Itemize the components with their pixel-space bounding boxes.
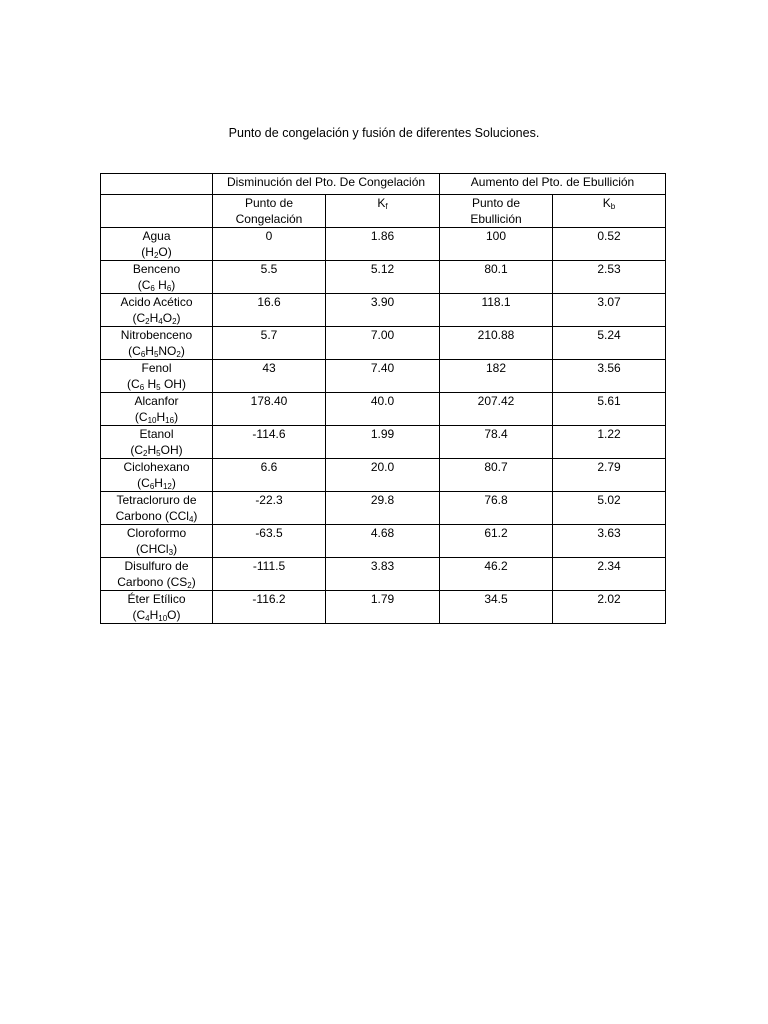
table-row	[101, 492, 666, 525]
formula-subscript: 5	[156, 449, 161, 458]
formula-text: )	[180, 344, 185, 358]
formula-subscript: 5	[156, 383, 161, 392]
kb-cell: 3.63	[553, 525, 666, 558]
empty-subheader-cell	[101, 195, 213, 228]
substance-name: Alcanfor	[134, 394, 179, 408]
formula-text: H	[154, 476, 163, 490]
substance-cell	[101, 492, 213, 525]
substance-formula	[104, 574, 209, 590]
kf-cell: 5.12	[326, 261, 440, 294]
formula-text: )	[171, 278, 176, 292]
boiling-point-cell: 76.8	[440, 492, 553, 525]
formula-text: OH)	[160, 377, 186, 391]
substance-name: Acido Acético	[120, 295, 193, 309]
formula-subscript: 5	[153, 350, 159, 359]
formula-text: (C	[132, 608, 146, 622]
freezing-point-cell: -114.6	[213, 426, 326, 459]
formula-text: (C	[132, 311, 146, 325]
substance-formula	[104, 343, 209, 359]
freezing-point-cell: -116.2	[213, 591, 326, 624]
freezing-point-cell: 43	[213, 360, 326, 393]
substance-name: Nitrobenceno	[120, 328, 193, 342]
table-row	[101, 426, 666, 459]
substance-cell	[101, 459, 213, 492]
kf-cell: 29.8	[326, 492, 440, 525]
table-row	[101, 591, 666, 624]
kb-cell: 2.02	[553, 591, 666, 624]
kb-cell: 3.56	[553, 360, 666, 393]
kf-cell: 1.86	[326, 228, 440, 261]
freezing-point-header-line2: Congelación	[235, 212, 303, 226]
formula-text: H	[156, 410, 166, 424]
table-row	[101, 327, 666, 360]
formula-subscript: 6	[150, 284, 155, 293]
formula-subscript: 2	[153, 251, 159, 260]
formula-subscript: 6	[149, 482, 155, 491]
kb-cell: 2.79	[553, 459, 666, 492]
formula-subscript: 6	[139, 383, 145, 392]
boiling-point-cell: 61.2	[440, 525, 553, 558]
substance-cell	[101, 261, 213, 294]
kb-cell: 3.07	[553, 294, 666, 327]
freezing-point-cell: 16.6	[213, 294, 326, 327]
formula-text: (C	[127, 377, 140, 391]
substance-formula	[104, 409, 209, 425]
formula-text: )	[176, 311, 181, 325]
formula-subscript: 16	[165, 416, 175, 425]
kf-cell: 4.68	[326, 525, 440, 558]
freezing-point-cell: 5.5	[213, 261, 326, 294]
formula-subscript: 2	[176, 350, 181, 359]
kb-header	[553, 195, 666, 228]
kb-cell: 0.52	[553, 228, 666, 261]
freezing-point-cell: -22.3	[213, 492, 326, 525]
substance-cell	[101, 558, 213, 591]
kf-header-sub: f	[385, 202, 388, 211]
formula-subscript: 6	[140, 350, 146, 359]
formula-text: H	[154, 278, 167, 292]
table-row	[101, 294, 666, 327]
formula-subscript: 2	[143, 449, 148, 458]
substance-formula	[104, 541, 209, 557]
substance-formula	[104, 376, 209, 392]
boiling-point-cell: 207.42	[440, 393, 553, 426]
formula-text: Carbono (CS	[117, 575, 188, 589]
substance-name: Agua	[142, 229, 171, 243]
boiling-point-cell: 100	[440, 228, 553, 261]
formula-text: )	[174, 410, 179, 424]
formula-text: H	[149, 311, 159, 325]
substance-cell	[101, 591, 213, 624]
boiling-point-header	[440, 195, 553, 228]
kf-cell: 7.00	[326, 327, 440, 360]
substance-cell	[101, 360, 213, 393]
boiling-point-cell: 80.1	[440, 261, 553, 294]
formula-subscript: 2	[172, 317, 177, 326]
formula-text: )	[171, 476, 176, 490]
freezing-point-cell: 6.6	[213, 459, 326, 492]
freezing-point-cell: 5.7	[213, 327, 326, 360]
boiling-point-cell: 34.5	[440, 591, 553, 624]
group-header-row	[101, 174, 666, 195]
formula-subscript: 4	[158, 317, 163, 326]
formula-text: O)	[167, 608, 181, 622]
page-title: Punto de congelación y fusión de diferentes Soluciones.	[228, 126, 540, 140]
substance-formula	[104, 508, 209, 524]
kb-header-base: K	[602, 196, 611, 210]
boiling-point-cell: 80.7	[440, 459, 553, 492]
formula-text: (CHCl	[135, 542, 169, 556]
substance-formula	[104, 244, 209, 260]
formula-text: )	[191, 575, 196, 589]
properties-table	[100, 173, 666, 624]
substance-name: Fenol	[141, 361, 172, 375]
kb-header-sub: b	[610, 202, 616, 211]
formula-text: NO	[158, 344, 177, 358]
kf-cell: 3.90	[326, 294, 440, 327]
substance-formula	[104, 310, 209, 326]
kf-cell: 1.99	[326, 426, 440, 459]
substance-name: Ciclohexano	[123, 460, 190, 474]
table-row	[101, 261, 666, 294]
boiling-group-header: Aumento del Pto. de Ebullición	[440, 174, 666, 195]
substance-name: Benceno	[132, 262, 181, 276]
kf-cell: 7.40	[326, 360, 440, 393]
formula-subscript: 6	[166, 284, 172, 293]
kb-cell: 5.02	[553, 492, 666, 525]
formula-subscript: 2	[187, 581, 192, 590]
freezing-point-cell: -63.5	[213, 525, 326, 558]
formula-text: H	[144, 377, 157, 391]
kb-cell: 2.53	[553, 261, 666, 294]
kf-header	[326, 195, 440, 228]
formula-text: (C	[137, 278, 151, 292]
kf-cell: 20.0	[326, 459, 440, 492]
kb-cell: 1.22	[553, 426, 666, 459]
formula-text: )	[193, 509, 198, 523]
formula-subscript: 4	[188, 515, 194, 524]
empty-header-cell	[101, 174, 213, 195]
substance-cell	[101, 327, 213, 360]
substance-cell	[101, 426, 213, 459]
freezing-point-cell: -111.5	[213, 558, 326, 591]
formula-text: (C	[130, 443, 144, 457]
sub-header-row	[101, 195, 666, 228]
substance-name: Cloroformo	[126, 526, 187, 540]
formula-text: Carbono (CCl	[115, 509, 189, 523]
formula-subscript: 3	[168, 548, 174, 557]
formula-subscript: 12	[162, 482, 172, 491]
substance-cell	[101, 294, 213, 327]
boiling-point-header-line1: Punto de	[471, 196, 521, 210]
substance-formula	[104, 475, 209, 491]
substance-formula	[104, 442, 209, 458]
table-body	[101, 228, 666, 624]
substance-name: Tetracloruro de	[116, 493, 197, 507]
freezing-point-header	[213, 195, 326, 228]
formula-text: (C	[128, 344, 141, 358]
substance-cell	[101, 393, 213, 426]
kb-cell: 2.34	[553, 558, 666, 591]
freezing-group-header: Disminución del Pto. De Congelación	[213, 174, 440, 195]
kf-cell: 1.79	[326, 591, 440, 624]
kb-cell: 5.61	[553, 393, 666, 426]
formula-subscript: 4	[145, 614, 150, 623]
table-row	[101, 393, 666, 426]
substance-formula	[104, 277, 209, 293]
substance-name: Etanol	[139, 427, 174, 441]
table-row	[101, 228, 666, 261]
substance-name: Disulfuro de	[124, 559, 189, 573]
boiling-point-cell: 46.2	[440, 558, 553, 591]
freezing-point-cell: 0	[213, 228, 326, 261]
formula-text: (H	[141, 245, 154, 259]
formula-text: )	[173, 542, 178, 556]
boiling-point-cell: 210.88	[440, 327, 553, 360]
boiling-point-header-line2: Ebullición	[470, 212, 522, 226]
substance-cell	[101, 525, 213, 558]
boiling-point-cell: 78.4	[440, 426, 553, 459]
table-row	[101, 558, 666, 591]
freezing-point-cell: 178.40	[213, 393, 326, 426]
table-row	[101, 459, 666, 492]
formula-text: O)	[158, 245, 172, 259]
formula-subscript: 10	[158, 614, 168, 623]
kb-cell: 5.24	[553, 327, 666, 360]
kf-cell: 40.0	[326, 393, 440, 426]
formula-text: H	[145, 344, 154, 358]
kf-cell: 3.83	[326, 558, 440, 591]
substance-formula	[104, 607, 209, 623]
table-row	[101, 525, 666, 558]
freezing-point-header-line1: Punto de	[244, 196, 294, 210]
formula-text: OH)	[160, 443, 183, 457]
table-row	[101, 360, 666, 393]
boiling-point-cell: 118.1	[440, 294, 553, 327]
formula-text: (C	[134, 410, 148, 424]
formula-text: H	[147, 443, 157, 457]
formula-subscript: 10	[147, 416, 157, 425]
kf-header-base: K	[377, 196, 386, 210]
substance-cell	[101, 228, 213, 261]
formula-text: (C	[137, 476, 150, 490]
boiling-point-cell: 182	[440, 360, 553, 393]
formula-subscript: 2	[145, 317, 150, 326]
formula-text: H	[149, 608, 159, 622]
substance-name: Éter Etílico	[127, 592, 186, 606]
formula-text: O	[162, 311, 173, 325]
